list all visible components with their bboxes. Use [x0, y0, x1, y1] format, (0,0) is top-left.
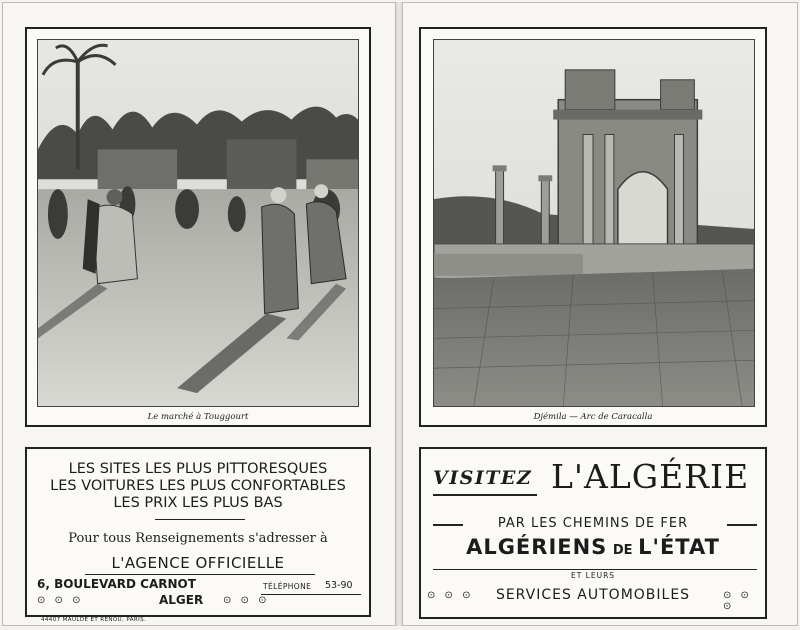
- agency-underline: [85, 574, 315, 575]
- info-line: Pour tous Renseignements s'adresser à: [68, 531, 328, 546]
- arch-photo: [433, 39, 755, 407]
- state-line: [421, 535, 765, 559]
- ad-line-cars: LES VOITURES LES PLUS CONFORTABLES: [50, 478, 346, 494]
- ad-line-sites: LES SITES LES PLUS PITTORESQUES: [68, 461, 328, 477]
- photo-frame-arch: [419, 27, 767, 427]
- phone-underline: [261, 594, 361, 595]
- de-text: DE: [612, 543, 633, 558]
- ornament-services-left: ⊙ ⊙ ⊙: [427, 590, 474, 601]
- et-leurs-text: ET LEURS: [570, 571, 616, 580]
- ornament-services-right: ⊙ ⊙ ⊙: [723, 590, 752, 612]
- visitez-underline: [433, 494, 537, 496]
- visitez-text: VISITEZ: [433, 467, 533, 489]
- agency-city: ALGER: [159, 593, 204, 607]
- etat-text: L'ÉTAT: [638, 535, 720, 559]
- market-caption: Le marché à Touggourt: [147, 412, 249, 422]
- ad-line-prices: LES PRIX LES PLUS BAS: [113, 495, 283, 511]
- algeriens-text: ALGÉRIENS: [466, 535, 608, 559]
- left-page: [2, 2, 396, 626]
- ad-divider: [155, 519, 245, 520]
- printer-note: 44407 MAULDE ET RENOU, PARIS.: [41, 617, 147, 623]
- agency-ad-box: [25, 447, 371, 617]
- phone-number: 53-90: [325, 580, 353, 591]
- railways-ad-box: [419, 447, 767, 619]
- country-title: L'ALGÉRIE: [551, 457, 750, 496]
- services-text: SERVICES AUTOMOBILES: [495, 587, 691, 603]
- right-page: [402, 2, 798, 626]
- photo-frame-market: [25, 27, 371, 427]
- state-underline: [433, 569, 757, 570]
- agency-address: 6, BOULEVARD CARNOT: [37, 577, 196, 591]
- phone-label: TÉLÉPHONE: [263, 582, 312, 591]
- railway-rule-right: [727, 524, 757, 526]
- ornament-right: ⊙ ⊙ ⊙: [223, 595, 270, 606]
- market-photo: [37, 39, 359, 407]
- agency-name: L'AGENCE OFFICIELLE: [111, 554, 285, 572]
- railway-line: PAR LES CHEMINS DE FER: [497, 516, 689, 531]
- ornament-left: ⊙ ⊙ ⊙: [37, 595, 84, 606]
- arch-caption: Djémila — Arc de Caracalla: [533, 412, 653, 422]
